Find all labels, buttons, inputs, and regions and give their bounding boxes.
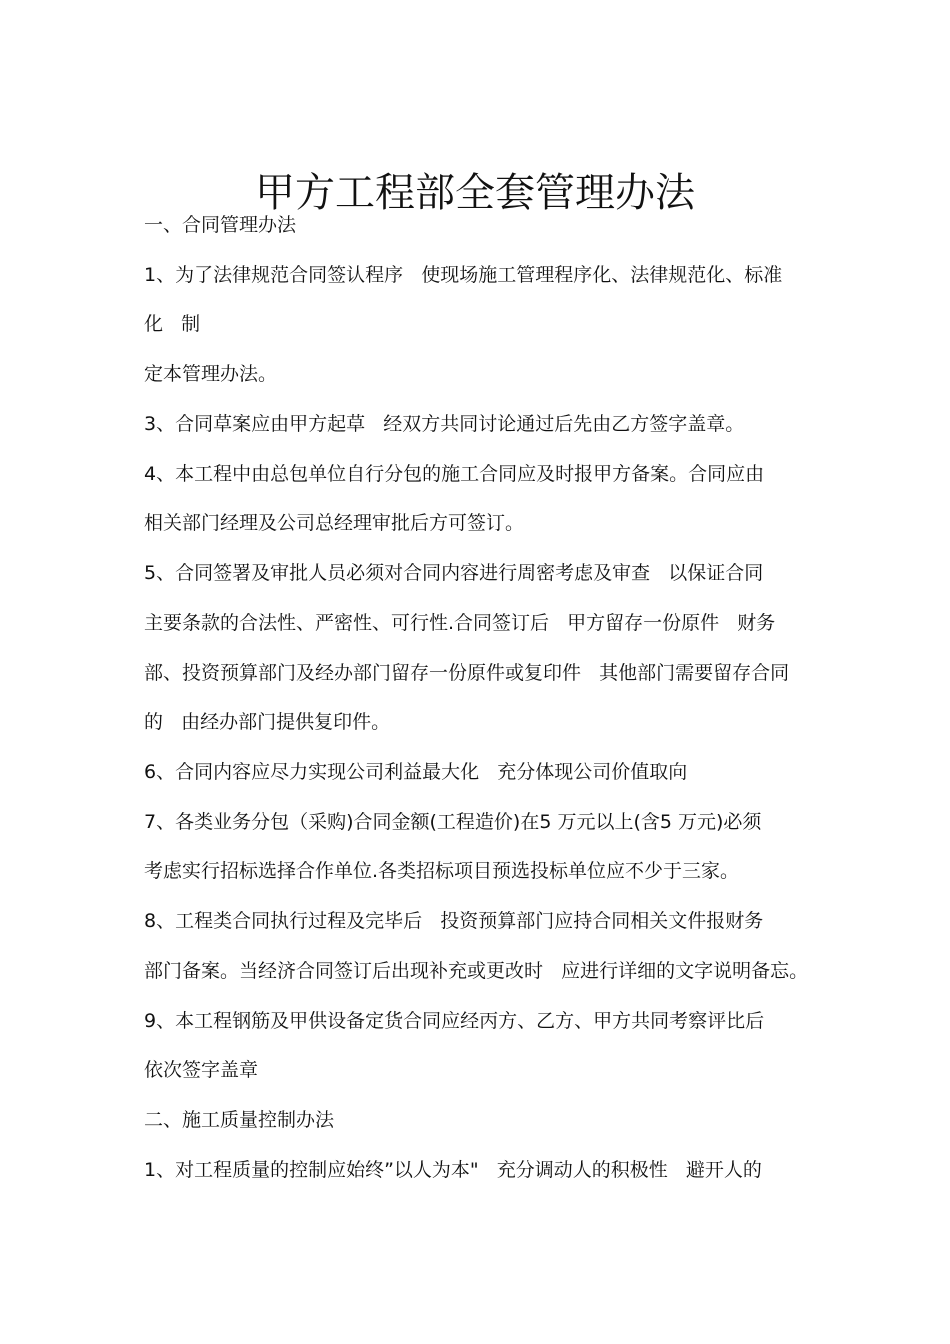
paragraph-line: 主要条款的合法性、严密性、可行性.合同签订后 甲方留存一份原件 财务	[144, 612, 776, 634]
paragraph-line: 1、对工程质量的控制应始终”以人为本" 充分调动人的积极性 避开人的	[144, 1159, 762, 1181]
paragraph-line: 部、投资预算部门及经办部门留存一份原件或复印件 其他部门需要留存合同	[144, 662, 790, 684]
paragraph-line: 9、本工程钢筋及甲供设备定货合同应经丙方、乙方、甲方共同考察评比后	[144, 1010, 765, 1032]
paragraph-line: 6、合同内容应尽力实现公司利益最大化 充分体现公司价值取向	[144, 761, 688, 783]
paragraph-line: 考虑实行招标选择合作单位.各类招标项目预选投标单位应不少于三家。	[144, 860, 740, 882]
paragraph-line: 依次签字盖章	[144, 1059, 259, 1081]
paragraph-line: 8、工程类合同执行过程及完毕后 投资预算部门应持合同相关文件报财务	[144, 910, 764, 932]
paragraph-line: 1、为了法律规范合同签认程序 使现场施工管理程序化、法律规范化、标准	[144, 264, 783, 286]
paragraph-line: 7、各类业务分包（采购)合同金额(工程造价)在5 万元以上(含5 万元)必须	[144, 811, 762, 833]
paragraph-line: 部门备案。当经济合同签订后出现补充或更改时 应进行详细的文字说明备忘。	[144, 960, 809, 982]
paragraph-line: 4、本工程中由总包单位自行分包的施工合同应及时报甲方备案。合同应由	[144, 463, 765, 485]
document-title: 甲方工程部全套管理办法	[255, 169, 695, 216]
paragraph-line: 定本管理办法。	[144, 363, 278, 385]
paragraph-line: 5、合同签署及审批人员必须对合同内容进行周密考虑及审查 以保证合同	[144, 562, 764, 584]
paragraph-line: 相关部门经理及公司总经理审批后方可签订。	[144, 512, 525, 534]
paragraph-line: 化 制	[144, 313, 201, 335]
section-heading: 二、施工质量控制办法	[144, 1109, 335, 1131]
paragraph-line: 的 由经办部门提供复印件。	[144, 711, 391, 733]
section-heading: 一、合同管理办法	[144, 214, 297, 236]
paragraph-line: 3、合同草案应由甲方起草 经双方共同讨论通过后先由乙方签字盖章。	[144, 413, 745, 435]
